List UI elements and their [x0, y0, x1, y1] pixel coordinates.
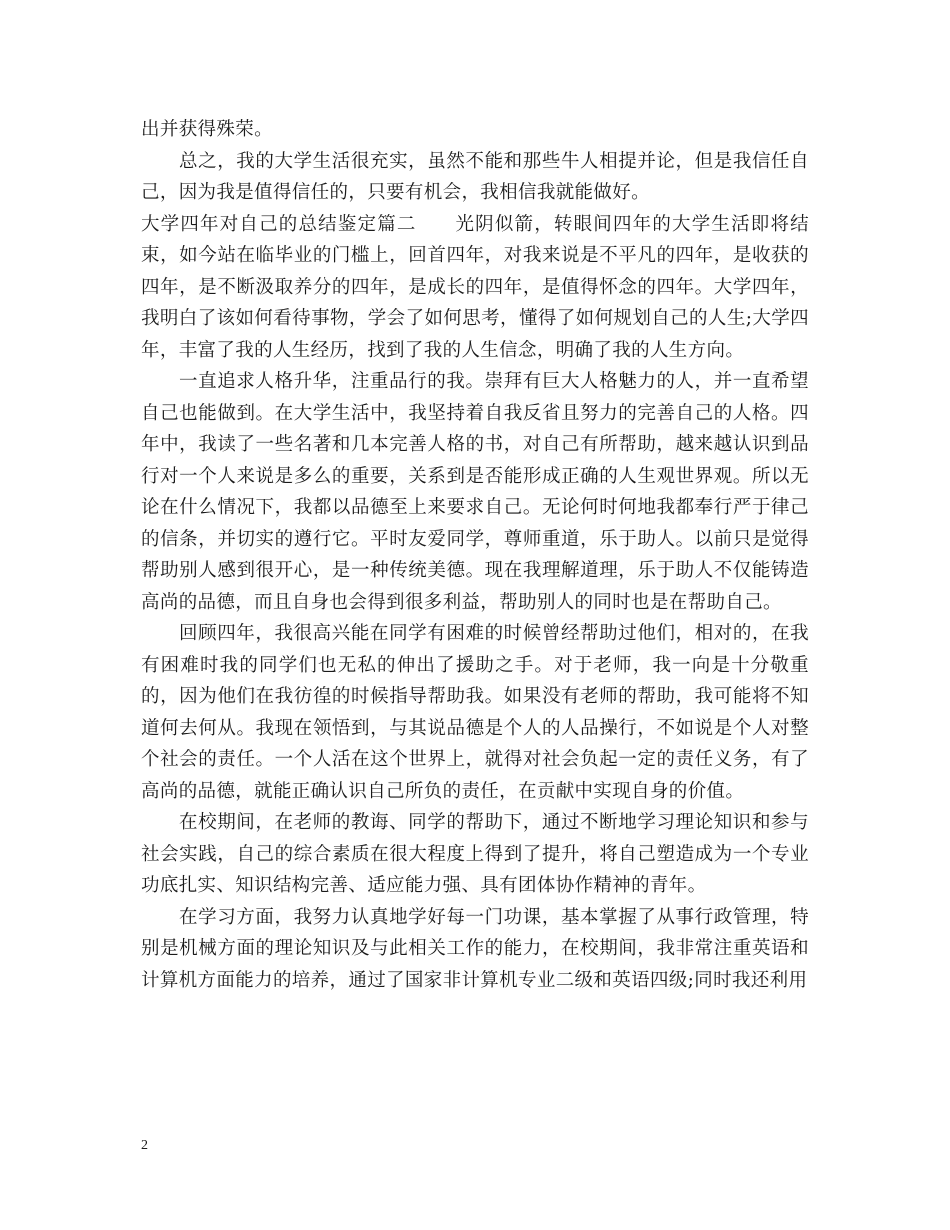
paragraph-character: 一直追求人格升华，注重品行的我。崇拜有巨大人格魅力的人，并一直希望自己也能做到。在大学生活中，我坚持着自我反省且努力的完善自己的人格。四年中，我读了一些名著和几本完善人格的书，对自己有所帮助，越来越认识到品行对一个人来说是多么的重要，关系到是否能形成正确的人生观世界观。所以无论在什么情况下，我都以品德至上来要求自己。无论何时何地我都奉行严于律己的信条，并切实的遵行它。平时友爱同学，尊师重道，乐于助人。以前只是觉得帮助别人感到很开心，是一种传统美德。现在我理解道理，乐于助人不仅能铸造高尚的品德，而且自身也会得到很多利益，帮助别人的同时也是在帮助自己。: [141, 371, 809, 613]
paragraph-continuation: 出并获得殊荣。: [141, 119, 273, 140]
paragraph-study: 在学习方面，我努力认真地学好每一门功课，基本掌握了从事行政管理，特别是机械方面的理论知识及与此相关工作的能力，在校期间，我非常注重英语和计算机方面能力的培养，通过了国家非计算机专业二级和英语四级;同时我还利用: [141, 906, 809, 991]
document-body: [141, 114, 809, 996]
paragraph-school: 在校期间，在老师的教诲、同学的帮助下，通过不断地学习理论知识和参与社会实践，自己的综合素质在很大程度上得到了提升，将自己塑造成为一个专业功底扎实、知识结构完善、适应能力强、具有团体协作精神的青年。: [141, 812, 809, 896]
page-number: 2: [141, 1138, 148, 1153]
paragraph-review: 回顾四年，我很高兴能在同学有困难的时候曾经帮助过他们，相对的，在我有困难时我的同学们也无私的伸出了援助之手。对于老师，我一向是十分敬重的，因为他们在我彷徨的时候指导帮助我。如果没有老师的帮助，我可能将不知道何去何从。我现在领悟到，与其说品德是个人的人品操行，不如说是个人对整个社会的责任。一个人活在这个世界上，就得对社会负起一定的责任义务，有了高尚的品德，就能正确认识自己所负的责任，在贡献中实现自身的价值。: [141, 623, 809, 802]
paragraph-conclusion: 总之，我的大学生活很充实，虽然不能和那些牛人相提并论，但是我信任自己，因为我是值得信任的，只要有机会，我相信我就能做好。: [141, 150, 809, 203]
section-title: 大学四年对自己的总结鉴定篇二: [141, 213, 417, 235]
section-two-text: 光阴似箭，转眼间四年的大学生活即将结束，如今站在临毕业的门槛上，回首四年，对我来说是不平凡的四年，是收获的四年，是不断汲取养分的四年，是成长的四年，是值得怀念的四年。大学四年，我明白了该如何看待事物，学会了如何思考，懂得了如何规划自己的人生;大学四年，丰富了我的人生经历，找到了我的人生信念，明确了我的人生方向。: [141, 213, 809, 361]
paragraph-section-two: [141, 209, 809, 367]
